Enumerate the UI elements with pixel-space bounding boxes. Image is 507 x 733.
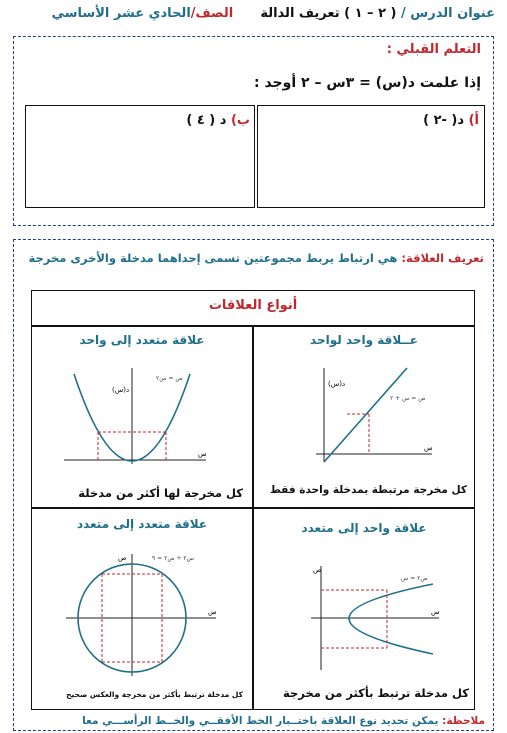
note-line [82, 715, 485, 727]
cell-many-to-many-title: علاقة متعدد إلى متعدد [76, 517, 208, 531]
definition-label: تعريف العلاقة: [401, 251, 484, 265]
graph-one-to-one [312, 362, 437, 472]
grade-label: الصف/ [190, 6, 234, 21]
graph3-y-label: ص [313, 566, 322, 574]
graph4-curve-label: س٢ + ص٢ = ٩ [152, 555, 194, 562]
graph1-curve-label: ص = س + ٢ [390, 395, 426, 402]
graph1-x-label: س [424, 444, 433, 452]
cell-one-to-one-caption: كل مخرجة مرتبطة بمدخلة واحدة فقط [269, 484, 467, 496]
part-b-label: ب) [230, 113, 250, 128]
prior-learning-title: التعلم القبلي : [386, 42, 481, 57]
cell-one-to-many-title: علاقة واحد إلى متعدد [301, 521, 427, 535]
types-center-vertical [252, 326, 254, 709]
grade-value: الحادي عشر الأساسي [51, 6, 191, 21]
graph-many-to-one [60, 360, 210, 470]
cell-many-to-many-caption: كل مدخلة ترتبط بأكثر من مخرجة والعكس صحيح [66, 690, 243, 699]
definition-line [29, 251, 484, 265]
graph-many-to-many [62, 548, 222, 680]
part-a [423, 113, 479, 128]
graph2-y-label: د(س) [112, 386, 130, 394]
prior-question: إذا علمت د(س) = ٣س – ٢ أوجد : [254, 75, 481, 91]
graph-one-to-many [305, 560, 445, 675]
types-center-horizontal [31, 507, 475, 509]
graph4-y-label: ص [118, 554, 127, 562]
graph3-x-label: س [431, 608, 440, 616]
note-text: يمكن تحديد نوع العلاقة باختــبار الخط الأفقــي والخــط الرأســـي معا [82, 715, 439, 727]
definition-text: هي ارتباط يربط مجموعتين تسمى إحداهما مدخلة والأخرى مخرجة [28, 251, 398, 265]
graph2-x-label: س [198, 450, 207, 458]
cell-one-to-one-title: عــلاقة واحد لواحد [310, 333, 418, 347]
lesson-label: عنوان الدرس / [401, 6, 495, 21]
part-b-text: د ( ٤ ) [186, 113, 227, 128]
lesson-header [52, 6, 495, 21]
part-b [186, 113, 250, 128]
cell-many-to-one-caption: كل مخرجة لها أكثر من مدخلة [78, 486, 243, 500]
lesson-value: ( ٢ – ١ ) تعريف الدالة [260, 6, 397, 21]
part-a-text: د( -٢ ) [423, 113, 465, 128]
part-a-label: أ) [468, 113, 479, 128]
graph4-x-label: س [208, 608, 217, 616]
cell-one-to-many-caption: كل مدخلة ترتبط بأكثر من مخرجة [283, 686, 469, 700]
types-title: أنواع العلاقات [208, 298, 298, 313]
graph1-y-label: د(س) [328, 380, 346, 388]
note-label: ملاحظة: [442, 715, 485, 727]
cell-many-to-one-title: علاقة متعدد إلى واحد [79, 333, 205, 347]
graph2-curve-label: ص = س٢ [156, 375, 183, 382]
graph3-curve-label: ص٢ = س [401, 575, 428, 582]
